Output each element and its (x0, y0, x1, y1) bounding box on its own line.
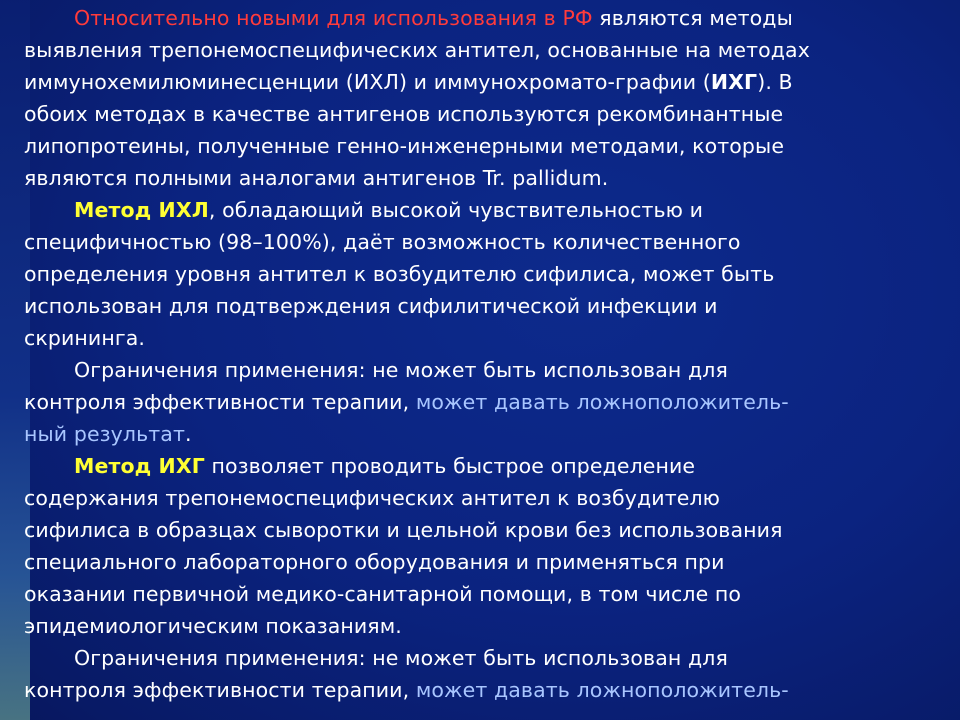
ihg-method-heading: Метод ИХГ (74, 454, 205, 478)
paragraph-ihg-method: Метод ИХГ позволяет проводить быстрое определение содержания трепонемоспецифических антител к возбудителю сифилиса в образцах сыворотки и цельной крови без использования специального лабораторного оборудования и применяться при оказании первичной медико-санитарной помощи, в том числе по эпидемиологическим показаниям. (24, 454, 783, 638)
slide-text (24, 2, 944, 706)
intro-highlight: Относительно новыми для использования в РФ (74, 6, 593, 30)
paragraph-intro: Относительно новыми для использования в РФ являются методы выявления трепонемоспецифических антител, основанные на методах иммунохемилюминесценции (ИХЛ) и иммунохромато-графии (ИХГ). В обоих методах в качестве антигенов используются рекомбинантные липопротеины, полученные генно-инженерными методами, которые являются полными аналогами антигенов Tr. pallidum. (24, 6, 810, 190)
ihl-method-heading: Метод ИХЛ (74, 198, 209, 222)
false-positive-note: может давать ложноположитель- (415, 390, 789, 414)
false-positive-note-2: может давать ложноположитель- (415, 678, 789, 702)
paragraph-ihg-limitations: Ограничения применения: не может быть использован для контроля эффективности терапии, может давать ложноположитель- (24, 646, 789, 702)
paragraph-ihl-method: Метод ИХЛ, обладающий высокой чувствительностью и специфичностью (98–100%), даёт возможность количественного определения уровня антител к возбудителю сифилиса, может быть использован для подтверждения сифилитической инфекции и скрининга. (24, 198, 775, 350)
paragraph-ihl-limitations: Ограничения применения: не может быть использован для контроля эффективности терапии, может давать ложноположитель- ный результат. (24, 358, 789, 446)
